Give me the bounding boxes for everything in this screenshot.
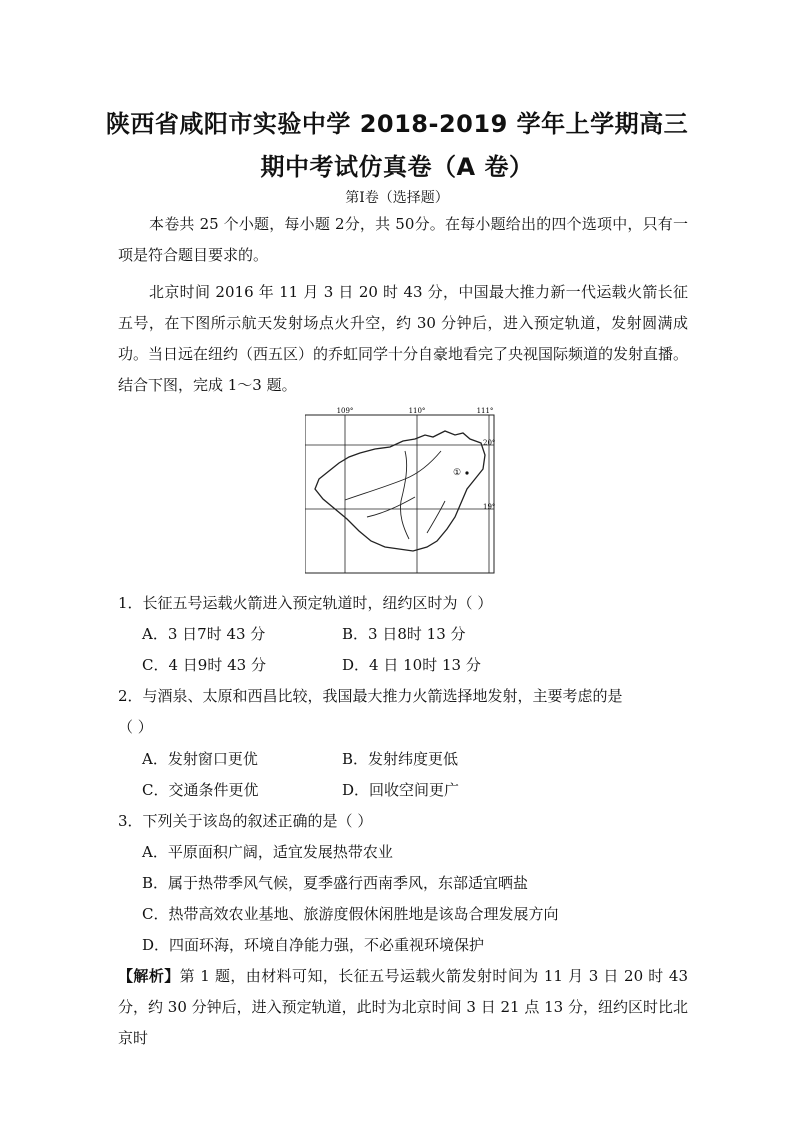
lon-label: 111° [476, 407, 494, 415]
analysis-label: 【解析】 [118, 967, 180, 985]
launch-site-dot [465, 471, 468, 474]
page-subtitle: 期中考试仿真卷（A 卷） [260, 153, 534, 181]
option-a: A．平原面积广阔，适宜发展热带农业 [142, 843, 393, 861]
launch-site-marker: ① [453, 468, 462, 478]
option-b: B．发射纬度更低 [342, 750, 459, 768]
section-heading: 第Ⅰ卷（选择题） [345, 190, 449, 206]
lat-label: 19° [483, 503, 495, 511]
option-c: C．4 日9时 43 分 [142, 656, 266, 674]
option-a: A．发射窗口更优 [142, 750, 258, 768]
option-c: C．交通条件更优 [142, 781, 259, 799]
lon-label: 109° [336, 407, 354, 415]
passage-paragraph: 北京时间 2016 年 11 月 3 日 20 时 43 分，中国最大推力新一代运载火箭长征五号，在下图所示航天发射场点火升空，约 30 分钟后，进入预定轨道，发射圆满成功。当日远在纽约（西五区）的乔虹同学十分自豪地看完了央视国际频道的发射直播。结合下图，完成 1～3 题。 [118, 283, 689, 394]
lon-label: 110° [408, 407, 426, 415]
river-icon [427, 501, 445, 533]
option-d: D．回收空间更广 [342, 781, 460, 799]
option-b: B．属于热带季风气候，夏季盛行西南季风，东部适宜晒盐 [142, 874, 529, 892]
question-stem: 1．长征五号运载火箭进入预定轨道时，纽约区时为（ ） [118, 594, 493, 612]
question-stem: 2．与酒泉、太原和西昌比较，我国最大推力火箭选择地发射，主要考虑的是 [118, 687, 623, 705]
analysis-text: 第 1 题，由材料可知，长征五号运载火箭发射时间为 11 月 3 日 20 时 43 分，约 30 分钟后，进入预定轨道，此时为北京时间 3 日 21 点 13 分，纽约区时比北京时 [118, 967, 688, 1047]
river-icon [345, 451, 441, 500]
option-d: D．4 日 10时 13 分 [342, 656, 481, 674]
island-outline [315, 431, 485, 551]
option-c: C．热带高效农业基地、旅游度假休闲胜地是该岛合理发展方向 [142, 905, 559, 923]
river-icon [367, 497, 415, 517]
page-title: 陕西省咸阳市实验中学 2018-2019 学年上学期高三 [105, 110, 689, 138]
option-a: A．3 日7时 43 分 [142, 625, 266, 643]
question-stem: 3．下列关于该岛的叙述正确的是（ ） [118, 812, 373, 830]
island-map [305, 405, 495, 575]
analysis-paragraph [118, 961, 688, 1054]
lat-label: 20° [483, 439, 495, 447]
river-icon [400, 451, 409, 539]
intro-paragraph: 本卷共 25 个小题，每小题 2分，共 50分。在每小题给出的四个选项中，只有一项是符合题目要求的。 [118, 215, 688, 264]
option-b: B．3 日8时 13 分 [342, 625, 466, 643]
option-d: D．四面环海，环境自净能力强，不必重视环境保护 [142, 936, 485, 954]
question-stem-continued: （ ） [118, 718, 153, 736]
